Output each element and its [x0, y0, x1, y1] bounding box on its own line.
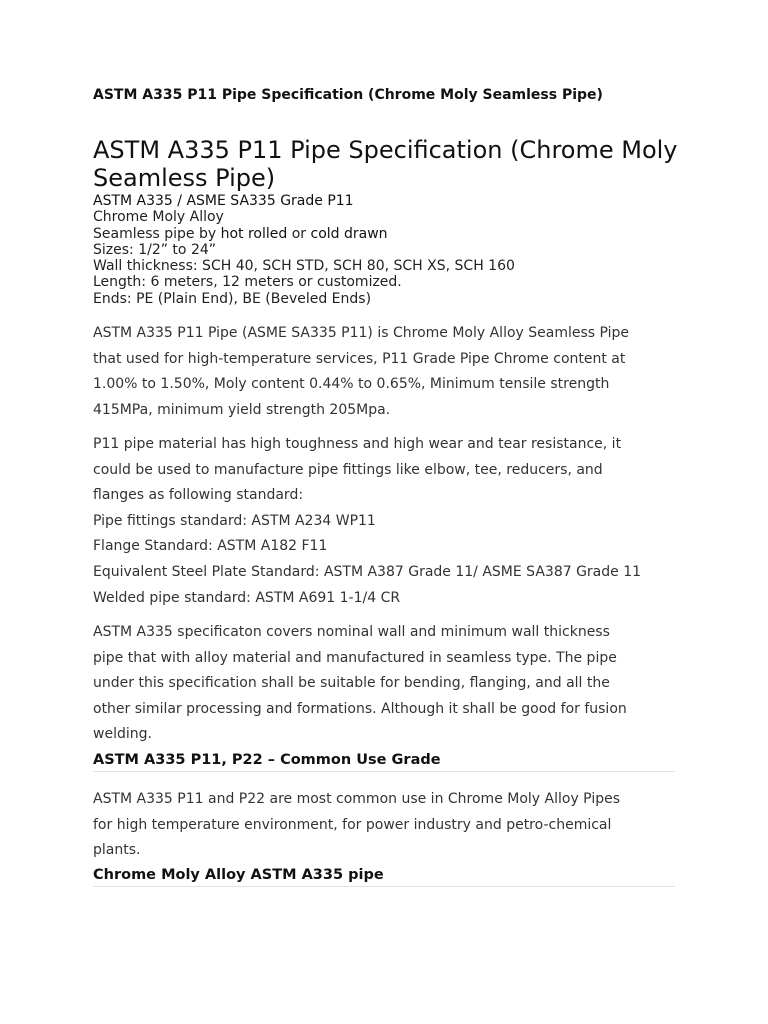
paragraph-line: flanges as following standard:: [93, 487, 304, 504]
paragraph-line: welding.: [93, 726, 152, 743]
spec-wall-thickness: Wall thickness: SCH 40, SCH STD, SCH 80, SCH XS, SCH 160: [93, 258, 515, 275]
paragraph-line: plants.: [93, 842, 141, 859]
spec-summary: [93, 193, 683, 307]
paragraph-line: for high temperature environment, for power industry and petro-chemical: [93, 816, 612, 833]
paragraph-line: pipe that with alloy material and manufactured in seamless type. The pipe: [93, 649, 617, 666]
cold-drawn-link[interactable]: cold drawn: [310, 225, 388, 242]
paragraph-line: Welded pipe standard: ASTM A691 1-1/4 CR: [93, 589, 401, 606]
section-heading-chrome-moly: Chrome Moly Alloy ASTM A335 pipe: [93, 867, 675, 887]
paragraph-common-use: [93, 787, 683, 864]
paragraph-line: ASTM A335 specificaton covers nominal wall and minimum wall thickness: [93, 624, 610, 640]
paragraph-line: 415MPa, minimum yield strength 205Mpa.: [93, 401, 391, 418]
paragraph-p11-overview: [93, 321, 683, 423]
paragraph-line: Equivalent Steel Plate Standard: ASTM A387 Grade 11/ ASME SA387 Grade 11: [93, 563, 642, 580]
spec-length: Length: 6 meters, 12 meters or customized.: [93, 274, 402, 291]
section-heading-common-grade: ASTM A335 P11, P22 – Common Use Grade: [93, 752, 675, 772]
paragraph-line: could be used to manufacture pipe fittings like elbow, tee, reducers, and: [93, 461, 603, 478]
article-title: ASTM A335 P11 Pipe Specification (Chrome Moly Seamless Pipe): [93, 136, 678, 192]
paragraph-line: other similar processing and formations. Although it shall be good for fusion: [93, 700, 627, 717]
paragraph-line: P11 pipe material has high toughness and high wear and tear resistance, it: [93, 436, 622, 452]
paragraph-line: Flange Standard: ASTM A182 F11: [93, 538, 328, 555]
hot-rolled-link[interactable]: hot rolled: [220, 225, 288, 242]
spec-grade: ASTM A335 / ASME SA335 Grade P11: [93, 193, 354, 209]
paragraph-line: ASTM A335 P11 Pipe (ASME SA335 P11) is Chrome Moly Alloy Seamless Pipe: [93, 325, 630, 341]
spec-sizes: Sizes: 1/2” to 24”: [93, 241, 217, 258]
spec-alloy: Chrome Moly Alloy: [93, 209, 224, 226]
paragraph-line: ASTM A335 P11 and P22 are most common use in Chrome Moly Alloy Pipes: [93, 791, 621, 807]
spec-ends: Ends: PE (Plain End), BE (Beveled Ends): [93, 290, 372, 307]
spec-process-prefix: Seamless pipe by: [93, 225, 221, 242]
paragraph-line: Pipe fittings standard: ASTM A234 WP11: [93, 512, 376, 529]
spec-process: [93, 226, 683, 242]
paragraph-line: under this specification shall be suitable for bending, flanging, and all the: [93, 675, 610, 692]
document-header-title: ASTM A335 P11 Pipe Specification (Chrome Moly Seamless Pipe): [93, 87, 603, 103]
paragraph-a335-scope: [93, 620, 683, 748]
paragraph-line: that used for high-temperature services, P11 Grade Pipe Chrome content at: [93, 350, 626, 367]
spec-process-or: or: [287, 225, 311, 242]
paragraph-p11-applications: [93, 432, 683, 611]
paragraph-line: 1.00% to 1.50%, Moly content 0.44% to 0.65%, Minimum tensile strength: [93, 376, 610, 393]
